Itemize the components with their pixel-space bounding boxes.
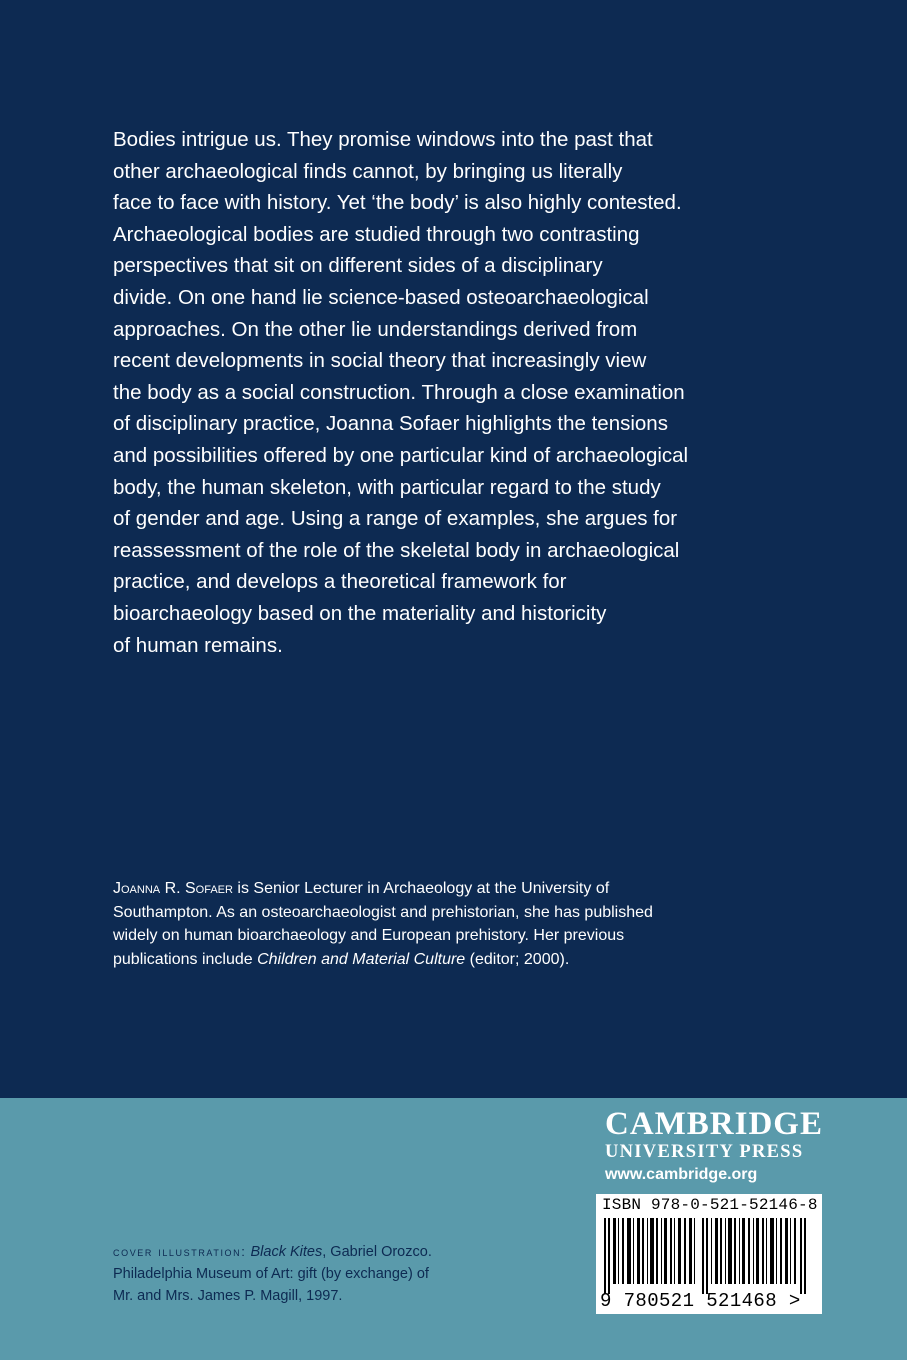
author-bio	[113, 877, 753, 971]
cover-credit-line: Philadelphia Museum of Art: gift (by exchange) of	[113, 1266, 429, 1282]
blurb-line: body, the human skeleton, with particular regard to the study	[113, 475, 661, 499]
blurb-line: reassessment of the role of the skeletal body in archaeological	[113, 538, 680, 562]
isbn-label: ISBN 978-0-521-52146-8	[602, 1196, 818, 1214]
author-name: Joanna R. Sofaer	[113, 880, 233, 897]
blurb-line: and possibilities offered by one particular kind of archaeological	[113, 443, 689, 467]
cover-credit-line: Mr. and Mrs. James P. Magill, 1997.	[113, 1288, 343, 1304]
blurb-line: face to face with history. Yet ‘the body’ is also highly contested.	[113, 191, 682, 215]
blurb-line: Bodies intrigue us. They promise windows into the past that	[113, 128, 653, 151]
bio-line: widely on human bioarchaeology and European prehistory. Her previous	[113, 927, 625, 944]
publisher-logo	[605, 1107, 823, 1187]
artwork-title: Black Kites	[250, 1244, 323, 1260]
blurb-line: approaches. On the other lie understandings derived from	[113, 317, 638, 341]
bio-line	[113, 948, 753, 972]
bio-line: Southampton. As an osteoarchaeologist and prehistorian, she has published	[113, 903, 653, 921]
barcode-number: 9 780521 521468 >	[600, 1290, 801, 1312]
cover-credit-label: cover illustration:	[113, 1244, 247, 1259]
isbn-barcode	[596, 1194, 822, 1314]
publisher-url: www.cambridge.org	[604, 1166, 758, 1183]
blurb-line: of gender and age. Using a range of examples, she argues for	[113, 507, 678, 531]
barcode-bars	[604, 1218, 814, 1294]
bio-text: (editor; 2000).	[465, 950, 570, 968]
cover-credit-line	[113, 1241, 533, 1263]
blurb-line: practice, and develops a theoretical framework for	[113, 570, 567, 594]
cover-credit-text: , Gabriel Orozco.	[322, 1244, 432, 1260]
book-title: Children and Material Culture	[257, 950, 466, 968]
bio-text: publications include	[113, 950, 258, 968]
blurb-line: perspectives that sit on different sides of a disciplinary	[113, 254, 603, 278]
bio-line	[113, 877, 753, 901]
blurb-paragraph	[113, 124, 753, 661]
blurb-line: bioarchaeology based on the materiality and historicity	[113, 601, 607, 625]
blurb-line: divide. On one hand lie science-based osteoarchaeological	[113, 285, 649, 309]
bio-text: is Senior Lecturer in Archaeology at the University of	[232, 880, 610, 897]
publisher-subtitle: UNIVERSITY PRESS	[604, 1142, 804, 1162]
blurb-line: recent developments in social theory that increasingly view	[113, 349, 647, 373]
blurb-line: Archaeological bodies are studied through two contrasting	[113, 222, 640, 246]
cover-credit	[113, 1241, 533, 1307]
blurb-line: of human remains.	[113, 633, 283, 657]
blurb-line: other archaeological finds cannot, by bringing us literally	[113, 159, 623, 183]
blurb-line: of disciplinary practice, Joanna Sofaer highlights the tensions	[113, 412, 668, 436]
blurb-line: the body as a social construction. Through a close examination	[113, 380, 685, 404]
publisher-name: CAMBRIDGE	[604, 1106, 823, 1142]
